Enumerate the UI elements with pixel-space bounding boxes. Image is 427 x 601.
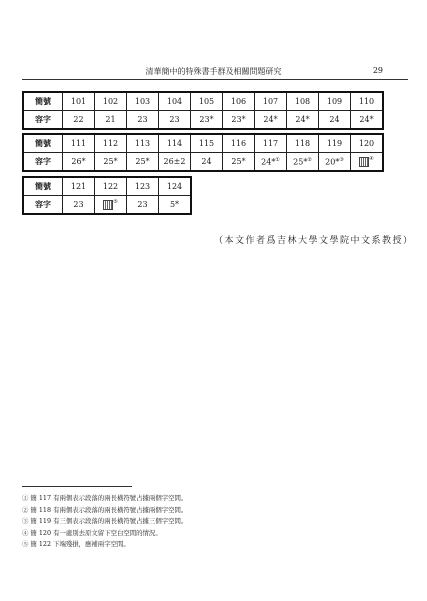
running-title: 清華簡中的特殊書手群及相關問題研究 bbox=[145, 67, 282, 76]
char-count-cell bbox=[63, 153, 95, 172]
strip-number-cell: 112 bbox=[95, 134, 127, 153]
char-count-value: 24 bbox=[201, 157, 212, 166]
footnote-rule bbox=[22, 486, 132, 487]
footnote: ① 簡 117 有兩個表示段落的兩長橫符號占據兩個字空間。 bbox=[22, 494, 188, 502]
char-count-cell bbox=[191, 153, 223, 172]
strip-table-2 bbox=[22, 133, 384, 172]
strip-number-cell: 122 bbox=[95, 177, 127, 196]
char-count-value: 23 bbox=[137, 200, 148, 209]
char-count-cell bbox=[223, 153, 255, 172]
char-count-cell bbox=[159, 196, 192, 215]
strip-number-cell: 114 bbox=[159, 134, 191, 153]
char-count-cell bbox=[223, 111, 255, 130]
char-count-cell bbox=[127, 196, 159, 215]
char-count-cell bbox=[95, 111, 127, 130]
char-count-cell bbox=[351, 111, 384, 130]
page-number: 29 bbox=[372, 66, 383, 75]
char-count-cell bbox=[351, 153, 384, 172]
strip-table-1 bbox=[22, 91, 384, 130]
char-count-value: 25* bbox=[293, 157, 308, 167]
char-count-value: 25* bbox=[231, 157, 246, 166]
strip-number-cell: 116 bbox=[223, 134, 255, 153]
row-label-strip-number: 簡號 bbox=[23, 92, 63, 111]
row-strip-number bbox=[23, 177, 191, 196]
strip-number-cell: 106 bbox=[223, 92, 255, 111]
strip-number-cell: 123 bbox=[127, 177, 159, 196]
char-count-value: 24* bbox=[359, 115, 374, 124]
strip-number-cell: 113 bbox=[127, 134, 159, 153]
strip-number-cell: 105 bbox=[191, 92, 223, 111]
strip-number-cell: 108 bbox=[287, 92, 319, 111]
strip-number-cell: 107 bbox=[255, 92, 287, 111]
char-count-value: 25* bbox=[103, 157, 118, 166]
strip-number-cell: 118 bbox=[287, 134, 319, 153]
row-char-count bbox=[23, 153, 383, 172]
char-count-value: 23 bbox=[169, 115, 180, 124]
char-count-cell bbox=[63, 111, 95, 130]
footnote: ③ 簡 119 有三個表示段落的兩長橫符號占據三個字空間。 bbox=[22, 517, 188, 525]
author-note: （本文作者爲吉林大學文學院中文系教授） bbox=[214, 236, 414, 246]
char-count-value: 24* bbox=[263, 115, 278, 124]
strip-number-cell: 121 bbox=[63, 177, 95, 196]
footnote-marker: ① bbox=[275, 156, 280, 163]
footnote-marker: ③ bbox=[339, 156, 344, 163]
strip-number-cell: 119 bbox=[319, 134, 351, 153]
row-strip-number bbox=[23, 134, 383, 153]
strip-number-cell: 117 bbox=[255, 134, 287, 153]
char-count-cell bbox=[255, 111, 287, 130]
strip-table-3 bbox=[22, 176, 192, 215]
footnote-marker: ⑤ bbox=[113, 199, 118, 206]
char-count-cell bbox=[95, 196, 127, 215]
header-rule bbox=[22, 79, 408, 80]
row-char-count bbox=[23, 196, 191, 215]
char-count-cell bbox=[127, 111, 159, 130]
char-count-value: 23* bbox=[231, 115, 246, 124]
char-count-value: 21 bbox=[105, 115, 116, 124]
row-label-char-count: 容字 bbox=[23, 111, 63, 130]
char-count-value: 24 bbox=[329, 115, 340, 124]
char-count-cell bbox=[319, 111, 351, 130]
row-strip-number bbox=[23, 92, 383, 111]
char-count-value: 26±2 bbox=[163, 157, 186, 166]
char-count-cell bbox=[95, 153, 127, 172]
strip-number-cell: 120 bbox=[351, 134, 384, 153]
footnote: ② 簡 118 有兩個表示段落的兩長橫符號占據兩個字空間。 bbox=[22, 505, 188, 514]
char-count-cell bbox=[287, 111, 319, 130]
row-char-count bbox=[23, 111, 383, 130]
char-count-value: 5* bbox=[169, 200, 180, 209]
row-label-char-count: 容字 bbox=[23, 196, 63, 215]
strip-number-cell: 103 bbox=[127, 92, 159, 111]
char-count-value: 23 bbox=[73, 200, 84, 209]
char-count-cell bbox=[287, 153, 319, 172]
char-count-value: 24* bbox=[261, 157, 276, 167]
footnote-marker: ④ bbox=[369, 156, 374, 163]
char-count-cell bbox=[191, 111, 223, 130]
footnote: ⑤ 簡 122 下端殘損，應補兩字空間。 bbox=[22, 540, 130, 548]
strip-number-cell: 115 bbox=[191, 134, 223, 153]
strip-number-cell: 104 bbox=[159, 92, 191, 111]
char-count-value: 23* bbox=[199, 115, 214, 124]
strip-number-cell: 124 bbox=[159, 177, 192, 196]
footnote-marker: ② bbox=[307, 156, 312, 163]
row-label-strip-number: 簡號 bbox=[23, 177, 63, 196]
char-count-cell bbox=[255, 153, 287, 172]
char-count-value: 25* bbox=[135, 157, 150, 166]
strip-number-cell: 111 bbox=[63, 134, 95, 153]
damaged-glyph-icon bbox=[103, 200, 113, 210]
strip-number-cell: 110 bbox=[351, 92, 384, 111]
char-count-cell bbox=[319, 153, 351, 172]
row-label-strip-number: 簡號 bbox=[23, 134, 63, 153]
char-count-value: 26* bbox=[71, 157, 86, 166]
strip-number-cell: 101 bbox=[63, 92, 95, 111]
footnotes bbox=[22, 493, 187, 551]
damaged-glyph-icon bbox=[359, 157, 369, 167]
char-count-value: 22 bbox=[73, 115, 84, 124]
footnote: ④ 簡 120 有一處別去原文留下空白空間的情況。 bbox=[22, 528, 162, 537]
char-count-value: 20* bbox=[325, 157, 340, 167]
char-count-value: 23 bbox=[137, 115, 148, 124]
char-count-cell bbox=[63, 196, 95, 215]
char-count-value: 24* bbox=[295, 115, 310, 124]
running-header bbox=[0, 0, 427, 76]
row-label-char-count: 容字 bbox=[23, 153, 63, 172]
strip-number-cell: 102 bbox=[95, 92, 127, 111]
char-count-cell bbox=[159, 153, 191, 172]
char-count-cell bbox=[159, 111, 191, 130]
strip-number-cell: 109 bbox=[319, 92, 351, 111]
char-count-cell bbox=[127, 153, 159, 172]
